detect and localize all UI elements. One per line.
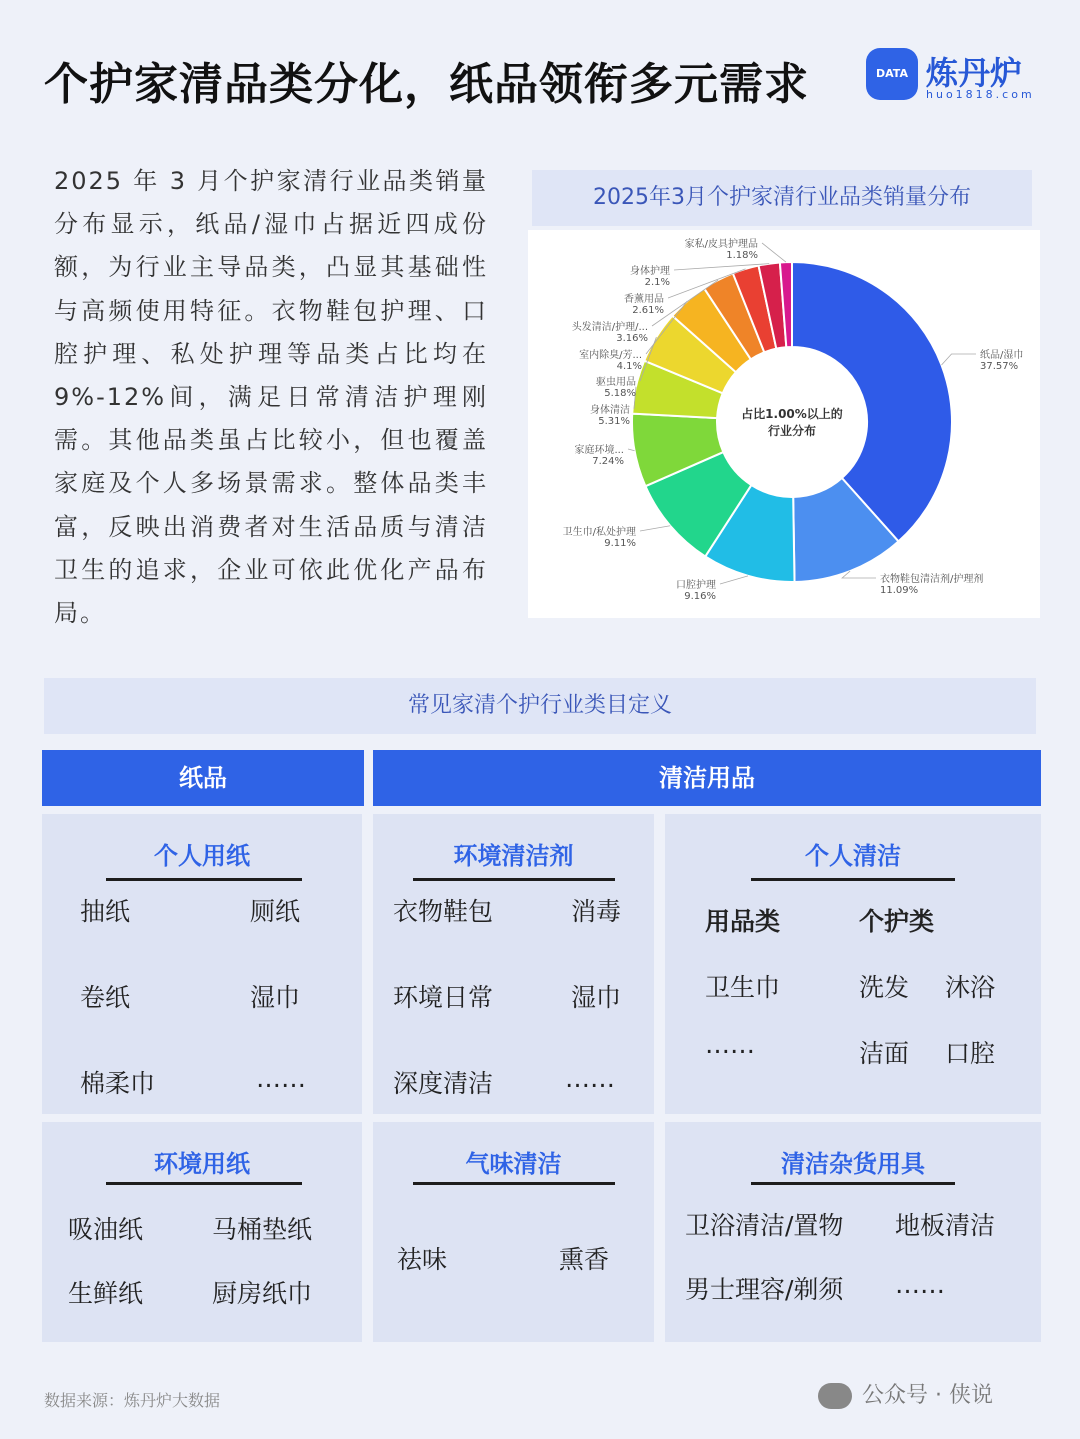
slice-label: 香薰用品 — [624, 294, 664, 305]
list-item: 卷纸 — [80, 983, 131, 1012]
leader-line — [720, 576, 748, 584]
wechat-icon — [818, 1383, 852, 1409]
cell-odor-clean — [373, 1122, 654, 1342]
category-header-paper: 纸品 — [42, 750, 364, 806]
slice-label: 卫生巾/私处护理 — [562, 527, 636, 538]
cell-sundries — [665, 1122, 1041, 1342]
slice-value-label: 9.11% — [604, 538, 636, 549]
cell-title: 环境用纸 — [154, 1150, 250, 1178]
slice-value-label: 2.1% — [644, 277, 670, 288]
list-item: 生鲜纸 — [68, 1279, 144, 1308]
list-item: 湿巾 — [571, 983, 622, 1012]
divider — [106, 878, 302, 881]
list-item: 消毒 — [571, 897, 622, 926]
slice-value-label: 5.18% — [604, 388, 636, 399]
slice-label: 驱虫用品 — [596, 377, 636, 388]
list-item: 卫浴清洁/置物 — [685, 1211, 844, 1240]
list-item: 湿巾 — [250, 983, 301, 1012]
list-item: 男士理容/剃须 — [685, 1275, 844, 1304]
cell-env-paper — [42, 1122, 362, 1342]
slice-value-label: 3.16% — [616, 333, 648, 344]
divider — [751, 878, 955, 881]
leader-line — [762, 243, 786, 262]
cell-title: 气味清洁 — [465, 1150, 562, 1178]
slice-label: 口腔护理 — [676, 580, 716, 591]
list-item: 厨房纸巾 — [212, 1279, 313, 1308]
brand-logo — [866, 48, 1046, 106]
donut-center-label: 占比1.00%以上的 — [741, 407, 843, 421]
cell-title: 清洁杂货用具 — [781, 1150, 925, 1178]
cell-env-cleaner — [373, 814, 654, 1114]
divider — [751, 1182, 955, 1185]
watermark-text: 公众号 · 侠说 — [862, 1383, 993, 1408]
list-item: 马桶垫纸 — [212, 1215, 313, 1244]
category-header-cleaning: 清洁用品 — [373, 750, 1041, 806]
list-item: 吸油纸 — [68, 1215, 144, 1244]
slice-value-label: 9.16% — [684, 591, 716, 602]
slice-value-label: 1.18% — [726, 250, 758, 261]
page-title: 个护家清品类分化，纸品领衔多元需求 — [44, 59, 809, 110]
list-item: …… — [565, 1064, 615, 1093]
list-item: 厕纸 — [250, 897, 301, 926]
slice-label: 头发清洁/护理/... — [571, 322, 648, 333]
divider — [106, 1182, 302, 1185]
slice-label: 身体护理 — [630, 266, 670, 277]
logo-badge-icon: DATA — [866, 48, 918, 100]
chart-container — [528, 230, 1040, 618]
slice-value-label: 37.57% — [980, 361, 1019, 372]
list-item: …… — [256, 1064, 306, 1093]
list-item: 口腔 — [945, 1039, 996, 1068]
list-item: 棉柔巾 — [80, 1069, 156, 1098]
list-item: 衣物鞋包 — [393, 897, 494, 926]
list-item: 地板清洁 — [895, 1211, 996, 1240]
column-header: 用品类 — [705, 907, 781, 936]
donut-chart — [528, 230, 1040, 618]
watermark — [818, 1378, 993, 1409]
list-item: 抽纸 — [80, 897, 131, 926]
divider — [413, 878, 615, 881]
chart-title: 2025年3月个护家清行业品类销量分布 — [532, 170, 1032, 226]
slice-value-label: 11.09% — [880, 585, 919, 596]
cell-personal-clean — [665, 814, 1041, 1114]
slice-value-label: 2.61% — [632, 305, 664, 316]
cell-title: 个人清洁 — [805, 842, 901, 870]
list-item: 洁面 — [859, 1039, 910, 1068]
slice-label: 衣物鞋包清洁剂/护理剂 — [880, 574, 984, 585]
logo-name: 炼丹炉 — [926, 54, 1023, 92]
list-item: 环境日常 — [393, 983, 494, 1012]
list-item: 沐浴 — [945, 973, 996, 1002]
leader-line — [640, 526, 670, 531]
slice-value-label: 5.31% — [598, 416, 630, 427]
slice-label: 家私/皮具护理品 — [684, 239, 758, 250]
slice-value-label: 4.1% — [616, 361, 642, 372]
cell-title: 环境清洁剂 — [453, 842, 574, 870]
list-item: 洗发 — [859, 973, 910, 1002]
divider — [413, 1182, 615, 1185]
cell-personal-paper — [42, 814, 362, 1114]
list-item: …… — [705, 1030, 755, 1059]
logo-url: huo1818.com — [926, 88, 1035, 101]
leader-line — [942, 354, 976, 365]
list-item: 熏香 — [559, 1245, 610, 1274]
slice-value-label: 7.24% — [592, 456, 624, 467]
column-header: 个护类 — [859, 907, 935, 936]
list-item: 卫生巾 — [705, 973, 781, 1002]
cell-title: 个人用纸 — [154, 842, 250, 870]
data-source-note: 数据来源：炼丹炉大数据 — [44, 1391, 221, 1410]
slice-label: 身体清洁 — [590, 405, 630, 416]
slice-label: 家庭环境... — [574, 445, 624, 456]
slice-label: 纸品/湿巾 — [980, 350, 1024, 361]
donut-center-label: 行业分布 — [767, 424, 817, 438]
intro-paragraph: 2025 年 3 月个护家清行业品类销量分布显示，纸品/湿巾占据近四成份额，为行业主导品类，凸显其基础性与高频使用特征。衣物鞋包护理、口腔护理、私处护理等品类占比均在9%-12%间，满足日常清洁护理刚需。其他品类虽占比较小，但也覆盖家庭及个人多场景需求。整体品类丰富，反映出消费者对生活品质与清洁卫生的追求，企业可依此优化产品布局。 — [54, 167, 488, 628]
slice-label: 室内除臭/芳... — [579, 350, 642, 361]
list-item: 祛味 — [397, 1245, 448, 1274]
definition-table-caption: 常见家清个护行业类目定义 — [44, 678, 1036, 734]
list-item: 深度清洁 — [393, 1069, 494, 1098]
list-item: …… — [895, 1270, 945, 1299]
